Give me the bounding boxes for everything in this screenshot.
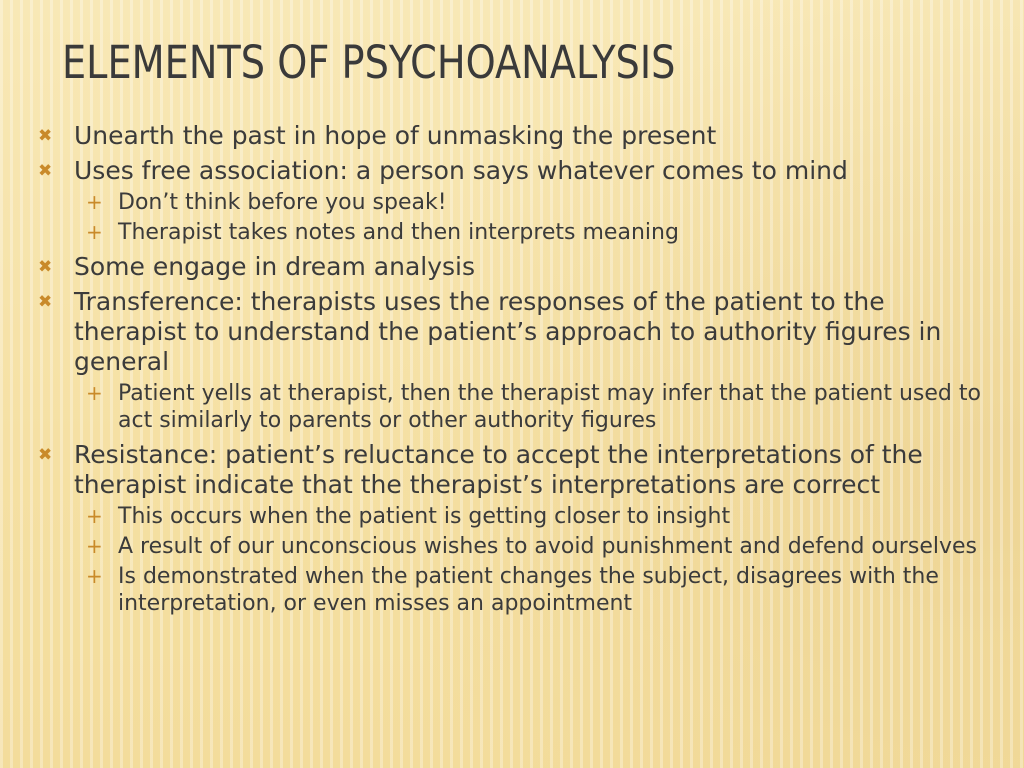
- bullet-item: [36, 121, 986, 151]
- bullet-item: [36, 252, 986, 282]
- bullet-item: [36, 440, 986, 500]
- bullet-text: Transference: therapists uses the responses of the patient to the therapist to understand the patient’s approach to authority figures in general: [74, 287, 942, 376]
- sub-bullet-item: [36, 563, 986, 617]
- plus-bullet-icon: +: [86, 564, 103, 588]
- sub-bullet-item: [36, 533, 986, 560]
- sub-bullet-text: Patient yells at therapist, then the therapist may infer that the patient used to act similarly to parents or other authority figures: [118, 381, 981, 433]
- sub-bullet-text: Is demonstrated when the patient changes the subject, disagrees with the interpretation, or even misses an appointment: [118, 564, 939, 616]
- sub-bullet-item: [36, 219, 986, 246]
- plus-bullet-icon: +: [86, 381, 103, 405]
- x-bullet-icon: ✖: [38, 126, 53, 146]
- bullet-text: Resistance: patient’s reluctance to accept the interpretations of the therapist indicate that the therapist’s interpretations are correct: [74, 440, 923, 499]
- plus-bullet-icon: +: [86, 190, 103, 214]
- plus-bullet-icon: +: [86, 504, 103, 528]
- plus-bullet-icon: +: [86, 534, 103, 558]
- bullet-item: [36, 287, 986, 377]
- bullet-list: [36, 121, 986, 617]
- bullet-text: Some engage in dream analysis: [74, 252, 476, 281]
- sub-bullet-item: [36, 503, 986, 530]
- sub-bullet-text: Therapist takes notes and then interprets meaning: [118, 220, 679, 245]
- sub-bullet-text: A result of our unconscious wishes to avoid punishment and defend ourselves: [118, 534, 977, 559]
- plus-bullet-icon: +: [86, 220, 103, 244]
- bullet-item: [36, 156, 986, 186]
- bullet-text: Unearth the past in hope of unmasking the present: [74, 121, 717, 150]
- bullet-text: Uses free association: a person says whatever comes to mind: [74, 156, 848, 185]
- slide-title: ELEMENTS OF PSYCHOANALYSIS: [62, 36, 676, 89]
- x-bullet-icon: ✖: [38, 292, 53, 312]
- sub-bullet-text: Don’t think before you speak!: [118, 190, 447, 215]
- sub-bullet-item: [36, 189, 986, 216]
- x-bullet-icon: ✖: [38, 445, 53, 465]
- x-bullet-icon: ✖: [38, 257, 53, 277]
- sub-bullet-item: [36, 380, 986, 434]
- x-bullet-icon: ✖: [38, 161, 53, 181]
- sub-bullet-text: This occurs when the patient is getting closer to insight: [118, 504, 731, 529]
